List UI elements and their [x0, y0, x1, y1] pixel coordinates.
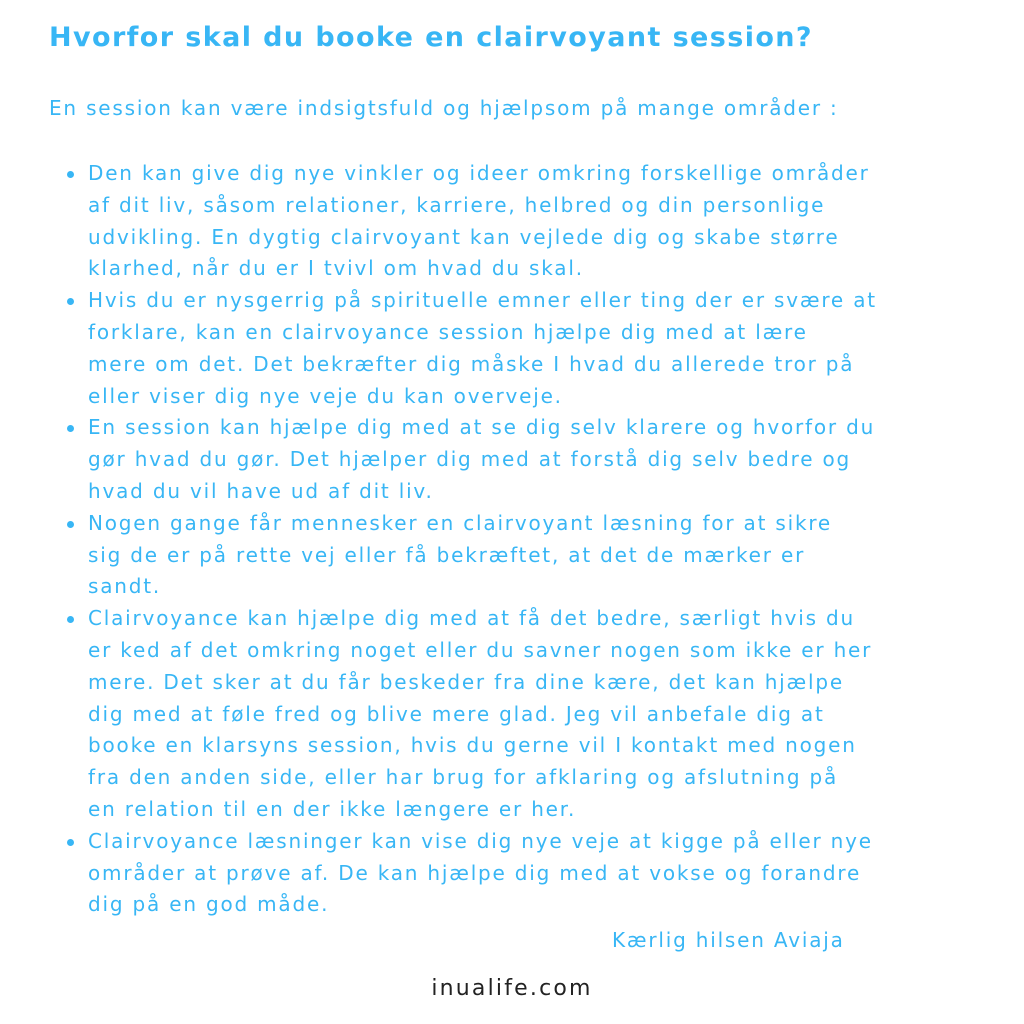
- intro-text: En session kan være indsigtsfuld og hjælpsom på mange områder :: [49, 96, 839, 120]
- list-item-line: udvikling. En dygtig clairvoyant kan vejlede dig og skabe større: [88, 224, 840, 249]
- list-item: [88, 508, 988, 603]
- signature: Kærlig hilsen Aviaja: [612, 928, 845, 952]
- list-item-line: Clairvoyance kan hjælpe dig med at få det bedre, særligt hvis du: [88, 606, 856, 631]
- list-item: [88, 603, 988, 826]
- list-item: [88, 412, 988, 507]
- list-item: [88, 158, 988, 285]
- list-item-line: Nogen gange får mennesker en clairvoyant læsning for at sikre: [88, 510, 833, 535]
- list-item-line: af dit liv, såsom relationer, karriere, helbred og din personlige: [88, 192, 826, 217]
- bullet-dot-icon: [67, 425, 74, 432]
- bullet-dot-icon: [67, 171, 74, 178]
- bullet-dot-icon: [67, 839, 74, 846]
- list-item-line: mere om det. Det bekræfter dig måske I hvad du allerede tror på: [88, 351, 855, 376]
- list-item-line: mere. Det sker at du får beskeder fra dine kære, det kan hjælpe: [88, 669, 844, 694]
- list-item-line: forklare, kan en clairvoyance session hjælpe dig med at lære: [88, 319, 808, 344]
- list-item-line: hvad du vil have ud af dit liv.: [88, 478, 434, 503]
- bullet-dot-icon: [67, 298, 74, 305]
- list-item-line: sig de er på rette vej eller få bekræftet, at det de mærker er: [88, 542, 806, 567]
- list-item-line: gør hvad du gør. Det hjælper dig med at forstå dig selv bedre og: [88, 447, 852, 472]
- list-item: [88, 826, 988, 921]
- list-item-line: en relation til en der ikke længere er her.: [88, 796, 577, 821]
- list-item-line: klarhed, når du er I tvivl om hvad du skal.: [88, 256, 584, 281]
- list-item-line: eller viser dig nye veje du kan overveje.: [88, 383, 563, 408]
- list-item-line: fra den anden side, eller har brug for afklaring og afslutning på: [88, 765, 839, 790]
- list-item-line: Den kan give dig nye vinkler og ideer omkring forskellige områder: [88, 161, 870, 185]
- page-title: Hvorfor skal du booke en clairvoyant session?: [49, 22, 813, 53]
- footer-website: inualife.com: [431, 976, 593, 1001]
- list-item-line: En session kan hjælpe dig med at se dig selv klarere og hvorfor du: [88, 415, 876, 440]
- list-item-line: er ked af det omkring noget eller du savner nogen som ikke er her: [88, 637, 873, 662]
- list-item-line: sandt.: [88, 574, 162, 599]
- list-item-line: Hvis du er nysgerrig på spirituelle emner eller ting der er svære at: [88, 288, 877, 313]
- bullet-dot-icon: [67, 521, 74, 528]
- benefit-list: [88, 158, 988, 921]
- list-item-line: Clairvoyance læsninger kan vise dig nye veje at kigge på eller nye: [88, 828, 873, 853]
- list-item-line: områder at prøve af. De kan hjælpe dig med at vokse og forandre: [88, 860, 862, 885]
- list-item-line: dig på en god måde.: [88, 892, 330, 917]
- list-item-line: dig med at føle fred og blive mere glad. Jeg vil anbefale dig at: [88, 701, 825, 726]
- list-item-line: booke en klarsyns session, hvis du gerne vil I kontakt med nogen: [88, 733, 857, 758]
- bullet-dot-icon: [67, 616, 74, 623]
- list-item: [88, 285, 988, 412]
